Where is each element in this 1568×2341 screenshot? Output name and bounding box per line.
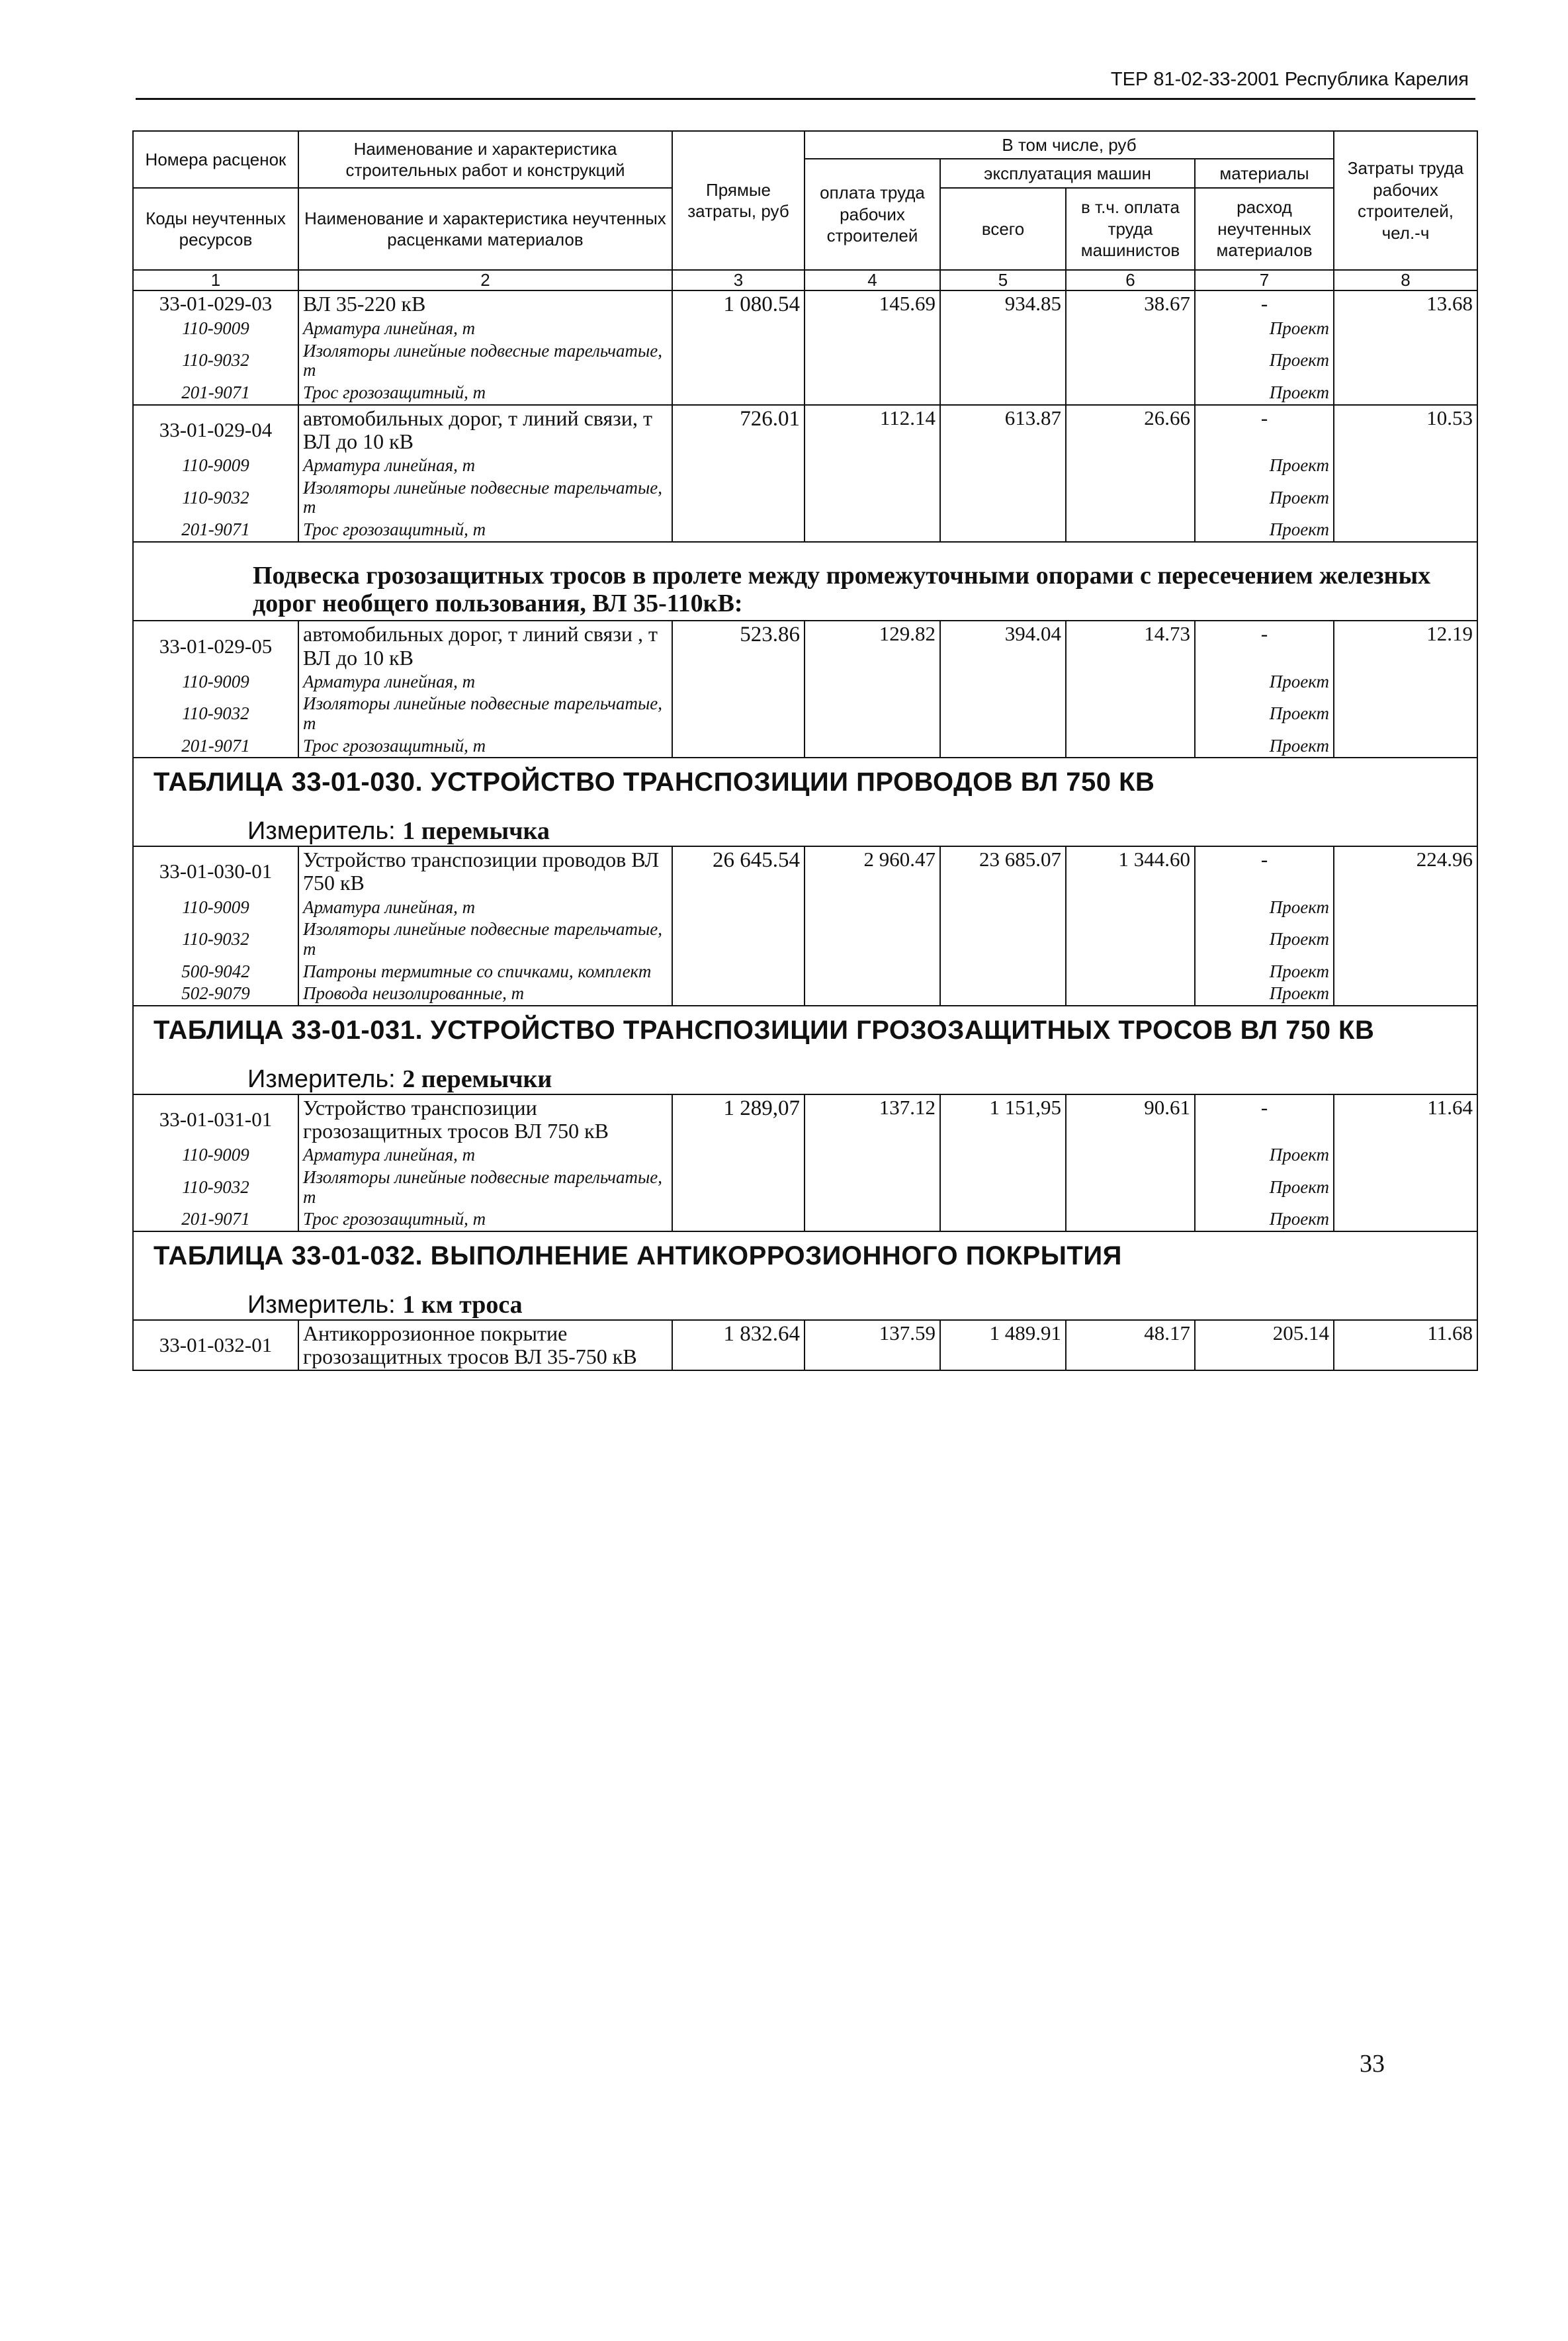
empty-cell <box>672 318 805 340</box>
empty-cell <box>805 340 940 382</box>
empty-cell <box>672 382 805 405</box>
worker-pay: 137.59 <box>805 1320 940 1370</box>
resource-name: Изоляторы линейные подвесные тарельчатые, т <box>298 918 672 960</box>
col-number: 5 <box>940 270 1066 290</box>
measure-row <box>133 1047 1477 1094</box>
empty-cell <box>672 1144 805 1167</box>
direct-costs: 26 645.54 <box>672 846 805 896</box>
resource-row <box>133 318 1477 340</box>
empty-cell <box>940 671 1066 693</box>
machine-total: 934.85 <box>940 290 1066 318</box>
empty-cell <box>940 693 1066 734</box>
empty-cell <box>672 519 805 542</box>
empty-cell <box>672 961 805 983</box>
empty-cell <box>1066 897 1195 919</box>
empty-cell <box>1066 318 1195 340</box>
table-title <box>133 1231 1477 1273</box>
table-title-row <box>133 1006 1477 1047</box>
machinist-pay: 14.73 <box>1066 621 1195 670</box>
rate-code: 33-01-029-05 <box>133 621 298 670</box>
empty-cell <box>940 1167 1066 1208</box>
machine-total: 23 685.07 <box>940 846 1066 896</box>
resource-code: 201-9071 <box>133 382 298 405</box>
empty-cell <box>805 1208 940 1231</box>
empty-cell <box>1066 340 1195 382</box>
empty-cell <box>1334 455 1477 477</box>
empty-cell <box>672 340 805 382</box>
materials-value: - <box>1195 621 1334 670</box>
col-number: 4 <box>805 270 940 290</box>
resource-row <box>133 455 1477 477</box>
resource-row <box>133 477 1477 519</box>
resource-note: Проект <box>1195 1208 1334 1231</box>
rate-name: Устройство транспозиции проводов ВЛ 750 кВ <box>298 846 672 896</box>
materials-value: - <box>1195 846 1334 896</box>
direct-costs: 1 080.54 <box>672 290 805 318</box>
table-title-text: ТАБЛИЦА 33-01-031. УСТРОЙСТВО ТРАНСПОЗИЦИИ ГРОЗОЗАЩИТНЫХ ТРОСОВ ВЛ 750 КВ <box>153 1016 1375 1045</box>
measure-label: Измеритель: <box>247 1065 403 1094</box>
rate-name: Устройство транспозиции грозозащитных тросов ВЛ 750 кВ <box>298 1094 672 1144</box>
empty-cell <box>940 735 1066 758</box>
empty-cell <box>805 735 940 758</box>
labor-value: 224.96 <box>1334 846 1477 896</box>
resource-note: Проект <box>1195 1144 1334 1167</box>
empty-cell <box>672 671 805 693</box>
empty-cell <box>940 455 1066 477</box>
resource-code: 201-9071 <box>133 1208 298 1231</box>
resource-row <box>133 382 1477 405</box>
measure-row <box>133 1273 1477 1320</box>
measure-label: Измеритель: <box>247 817 403 846</box>
rate-name: автомобильных дорог, т линий связи, т ВЛ до 10 кВ <box>298 405 672 455</box>
empty-cell <box>805 382 940 405</box>
empty-cell <box>805 477 940 519</box>
resource-note: Проект <box>1195 519 1334 542</box>
table-title <box>133 1006 1477 1047</box>
empty-cell <box>805 897 940 919</box>
rate-name: ВЛ 35-220 кВ <box>298 290 672 318</box>
empty-cell <box>1066 1144 1195 1167</box>
resource-name: Трос грозозащитный, т <box>298 735 672 758</box>
empty-cell <box>1334 1144 1477 1167</box>
empty-cell <box>1066 519 1195 542</box>
empty-cell <box>940 340 1066 382</box>
col-number: 1 <box>133 270 298 290</box>
empty-cell <box>672 983 805 1006</box>
resource-name: Арматура линейная, т <box>298 1144 672 1167</box>
resource-note: Проект <box>1195 693 1334 734</box>
resource-code: 110-9009 <box>133 318 298 340</box>
empty-cell <box>672 918 805 960</box>
rate-code: 33-01-032-01 <box>133 1320 298 1370</box>
header-incl: В том числе, руб <box>805 131 1334 159</box>
subsection-title: Подвеска грозозащитных тросов в пролете между промежуточными опорами с пересечением железных дорог необщего пользования, ВЛ 35-110кВ: <box>133 542 1477 621</box>
labor-value: 11.64 <box>1334 1094 1477 1144</box>
col-number: 8 <box>1334 270 1477 290</box>
worker-pay: 129.82 <box>805 621 940 670</box>
empty-cell <box>1334 318 1477 340</box>
empty-cell <box>805 983 940 1006</box>
empty-cell <box>1066 735 1195 758</box>
empty-cell <box>805 519 940 542</box>
rate-code: 33-01-031-01 <box>133 1094 298 1144</box>
resource-name: Арматура линейная, т <box>298 455 672 477</box>
empty-cell <box>1334 693 1477 734</box>
resource-code: 201-9071 <box>133 735 298 758</box>
direct-costs: 1 289,07 <box>672 1094 805 1144</box>
materials-value: - <box>1195 405 1334 455</box>
resource-row <box>133 918 1477 960</box>
measure-value: 1 км троса <box>402 1291 523 1319</box>
table-title-row <box>133 758 1477 799</box>
header-materials: материалы <box>1195 159 1334 188</box>
empty-cell <box>672 735 805 758</box>
resource-name: Изоляторы линейные подвесные тарельчатые, т <box>298 477 672 519</box>
resource-code: 110-9032 <box>133 477 298 519</box>
empty-cell <box>1066 983 1195 1006</box>
document-code: ТЕР 81-02-33-2001 Республика Карелия <box>1110 69 1469 90</box>
header-row-1 <box>133 131 1477 159</box>
materials-value: - <box>1195 1094 1334 1144</box>
machine-total: 394.04 <box>940 621 1066 670</box>
empty-cell <box>1066 382 1195 405</box>
empty-cell <box>940 318 1066 340</box>
empty-cell <box>940 897 1066 919</box>
resource-row <box>133 1144 1477 1167</box>
empty-cell <box>940 1208 1066 1231</box>
empty-cell <box>1066 918 1195 960</box>
resource-code: 110-9009 <box>133 455 298 477</box>
empty-cell <box>805 961 940 983</box>
empty-cell <box>940 983 1066 1006</box>
empty-cell <box>672 455 805 477</box>
materials-value: - <box>1195 290 1334 318</box>
resource-row <box>133 961 1477 983</box>
empty-cell <box>940 382 1066 405</box>
direct-costs: 523.86 <box>672 621 805 670</box>
header-col2-bottom: Наименование и характеристика неучтенных расценками материалов <box>298 188 672 270</box>
col-number: 7 <box>1195 270 1334 290</box>
header-col2-top: Наименование и характеристика строительных работ и конструкций <box>298 131 672 188</box>
resource-note: Проект <box>1195 477 1334 519</box>
empty-cell <box>940 918 1066 960</box>
resource-name: Арматура линейная, т <box>298 671 672 693</box>
empty-cell <box>1334 671 1477 693</box>
machinist-pay: 1 344.60 <box>1066 846 1195 896</box>
rates-table <box>132 130 1478 1371</box>
machine-total: 1 151,95 <box>940 1094 1066 1144</box>
resource-code: 502-9079 <box>133 983 298 1006</box>
header-machinist-pay: в т.ч. оплата труда машинистов <box>1066 188 1195 270</box>
labor-value: 13.68 <box>1334 290 1477 318</box>
resource-note: Проект <box>1195 382 1334 405</box>
resource-code: 110-9032 <box>133 340 298 382</box>
machine-total: 1 489.91 <box>940 1320 1066 1370</box>
empty-cell <box>1334 382 1477 405</box>
worker-pay: 137.12 <box>805 1094 940 1144</box>
col-number: 2 <box>298 270 672 290</box>
rate-code: 33-01-030-01 <box>133 846 298 896</box>
worker-pay: 145.69 <box>805 290 940 318</box>
resource-code: 110-9032 <box>133 1167 298 1208</box>
resource-name: Патроны термитные со спичками, комплект <box>298 961 672 983</box>
resource-row <box>133 519 1477 542</box>
page-number: 33 <box>1360 2050 1385 2078</box>
resource-note: Проект <box>1195 897 1334 919</box>
header-materials-unaccounted: расход неучтенных материалов <box>1195 188 1334 270</box>
worker-pay: 2 960.47 <box>805 846 940 896</box>
measure-value: 2 перемычки <box>402 1065 552 1094</box>
empty-cell <box>1334 1167 1477 1208</box>
empty-cell <box>1066 1167 1195 1208</box>
direct-costs: 726.01 <box>672 405 805 455</box>
machine-total: 613.87 <box>940 405 1066 455</box>
resource-code: 110-9009 <box>133 897 298 919</box>
empty-cell <box>1334 477 1477 519</box>
machinist-pay: 26.66 <box>1066 405 1195 455</box>
empty-cell <box>805 318 940 340</box>
empty-cell <box>1066 961 1195 983</box>
empty-cell <box>1066 1208 1195 1231</box>
header-worker-pay: оплата труда рабочих строителей <box>805 159 940 270</box>
resource-note: Проект <box>1195 983 1334 1006</box>
empty-cell <box>1334 918 1477 960</box>
materials-value: 205.14 <box>1195 1320 1334 1370</box>
resource-note: Проект <box>1195 340 1334 382</box>
empty-cell <box>672 477 805 519</box>
empty-cell <box>1066 477 1195 519</box>
empty-cell <box>805 918 940 960</box>
empty-cell <box>672 1167 805 1208</box>
resource-note: Проект <box>1195 918 1334 960</box>
labor-value: 10.53 <box>1334 405 1477 455</box>
empty-cell <box>1066 455 1195 477</box>
machinist-pay: 90.61 <box>1066 1094 1195 1144</box>
col-number: 3 <box>672 270 805 290</box>
resource-note: Проект <box>1195 1167 1334 1208</box>
table-title-row <box>133 1231 1477 1273</box>
page-header <box>136 61 1475 100</box>
machinist-pay: 48.17 <box>1066 1320 1195 1370</box>
resource-name: Арматура линейная, т <box>298 318 672 340</box>
rate-code: 33-01-029-04 <box>133 405 298 455</box>
resource-code: 500-9042 <box>133 961 298 983</box>
resource-name: Изоляторы линейные подвесные тарельчатые, т <box>298 1167 672 1208</box>
empty-cell <box>1334 1208 1477 1231</box>
col-number: 6 <box>1066 270 1195 290</box>
resource-code: 201-9071 <box>133 519 298 542</box>
resource-row <box>133 671 1477 693</box>
rate-row <box>133 1094 1477 1144</box>
rate-row <box>133 846 1477 896</box>
worker-pay: 112.14 <box>805 405 940 455</box>
rate-row <box>133 290 1477 318</box>
resource-note: Проект <box>1195 455 1334 477</box>
subsection-row <box>133 542 1477 621</box>
measure <box>133 1273 1477 1320</box>
header-labor: Затраты труда рабочих строителей, чел.-ч <box>1334 131 1477 270</box>
resource-row <box>133 1167 1477 1208</box>
resource-note: Проект <box>1195 318 1334 340</box>
resource-row <box>133 693 1477 734</box>
empty-cell <box>1334 735 1477 758</box>
header-direct-costs: Прямые затраты, руб <box>672 131 805 270</box>
resource-name: Арматура линейная, т <box>298 897 672 919</box>
empty-cell <box>940 1144 1066 1167</box>
rate-row <box>133 1320 1477 1370</box>
empty-cell <box>940 519 1066 542</box>
header-col1-top: Номера расценок <box>133 131 298 188</box>
resource-name: Изоляторы линейные подвесные тарельчатые, т <box>298 693 672 734</box>
resource-code: 110-9009 <box>133 671 298 693</box>
resource-name: Трос грозозащитный, т <box>298 1208 672 1231</box>
resource-note: Проект <box>1195 735 1334 758</box>
empty-cell <box>672 1208 805 1231</box>
column-numbers-row <box>133 270 1477 290</box>
empty-cell <box>805 1167 940 1208</box>
empty-cell <box>1334 983 1477 1006</box>
resource-name: Провода неизолированные, т <box>298 983 672 1006</box>
empty-cell <box>1334 340 1477 382</box>
header-machine-total: всего <box>940 188 1066 270</box>
measure-label: Измеритель: <box>247 1291 403 1319</box>
rate-name: автомобильных дорог, т линий связи , т ВЛ до 10 кВ <box>298 621 672 670</box>
measure <box>133 799 1477 846</box>
empty-cell <box>1066 693 1195 734</box>
rate-code: 33-01-029-03 <box>133 290 298 318</box>
rate-name: Антикоррозионное покрытие грозозащитных тросов ВЛ 35-750 кВ <box>298 1320 672 1370</box>
resource-code: 110-9009 <box>133 1144 298 1167</box>
measure-value: 1 перемычка <box>402 817 550 846</box>
rate-row <box>133 621 1477 670</box>
table-title-text: ТАБЛИЦА 33-01-030. УСТРОЙСТВО ТРАНСПОЗИЦИИ ПРОВОДОВ ВЛ 750 КВ <box>153 768 1155 797</box>
measure-row <box>133 799 1477 846</box>
empty-cell <box>805 693 940 734</box>
header-machine-ops: эксплуатация машин <box>940 159 1195 188</box>
resource-row <box>133 340 1477 382</box>
resource-row <box>133 1208 1477 1231</box>
empty-cell <box>672 693 805 734</box>
machinist-pay: 38.67 <box>1066 290 1195 318</box>
empty-cell <box>940 961 1066 983</box>
resource-row <box>133 897 1477 919</box>
resource-name: Изоляторы линейные подвесные тарельчатые, т <box>298 340 672 382</box>
resource-code: 110-9032 <box>133 918 298 960</box>
empty-cell <box>1334 519 1477 542</box>
empty-cell <box>805 671 940 693</box>
labor-value: 12.19 <box>1334 621 1477 670</box>
labor-value: 11.68 <box>1334 1320 1477 1370</box>
empty-cell <box>1334 961 1477 983</box>
empty-cell <box>940 477 1066 519</box>
table-title-text: ТАБЛИЦА 33-01-032. ВЫПОЛНЕНИЕ АНТИКОРРОЗИОННОГО ПОКРЫТИЯ <box>153 1241 1122 1271</box>
empty-cell <box>805 1144 940 1167</box>
header-col1-bottom: Коды неучтенных ресурсов <box>133 188 298 270</box>
measure <box>133 1047 1477 1094</box>
resource-note: Проект <box>1195 671 1334 693</box>
empty-cell <box>672 897 805 919</box>
resource-name: Трос грозозащитный, т <box>298 519 672 542</box>
empty-cell <box>805 455 940 477</box>
empty-cell <box>1334 897 1477 919</box>
direct-costs: 1 832.64 <box>672 1320 805 1370</box>
resource-code: 110-9032 <box>133 693 298 734</box>
resource-note: Проект <box>1195 961 1334 983</box>
resource-row <box>133 983 1477 1006</box>
rate-row <box>133 405 1477 455</box>
empty-cell <box>1066 671 1195 693</box>
resource-name: Трос грозозащитный, т <box>298 382 672 405</box>
table-title <box>133 758 1477 799</box>
resource-row <box>133 735 1477 758</box>
